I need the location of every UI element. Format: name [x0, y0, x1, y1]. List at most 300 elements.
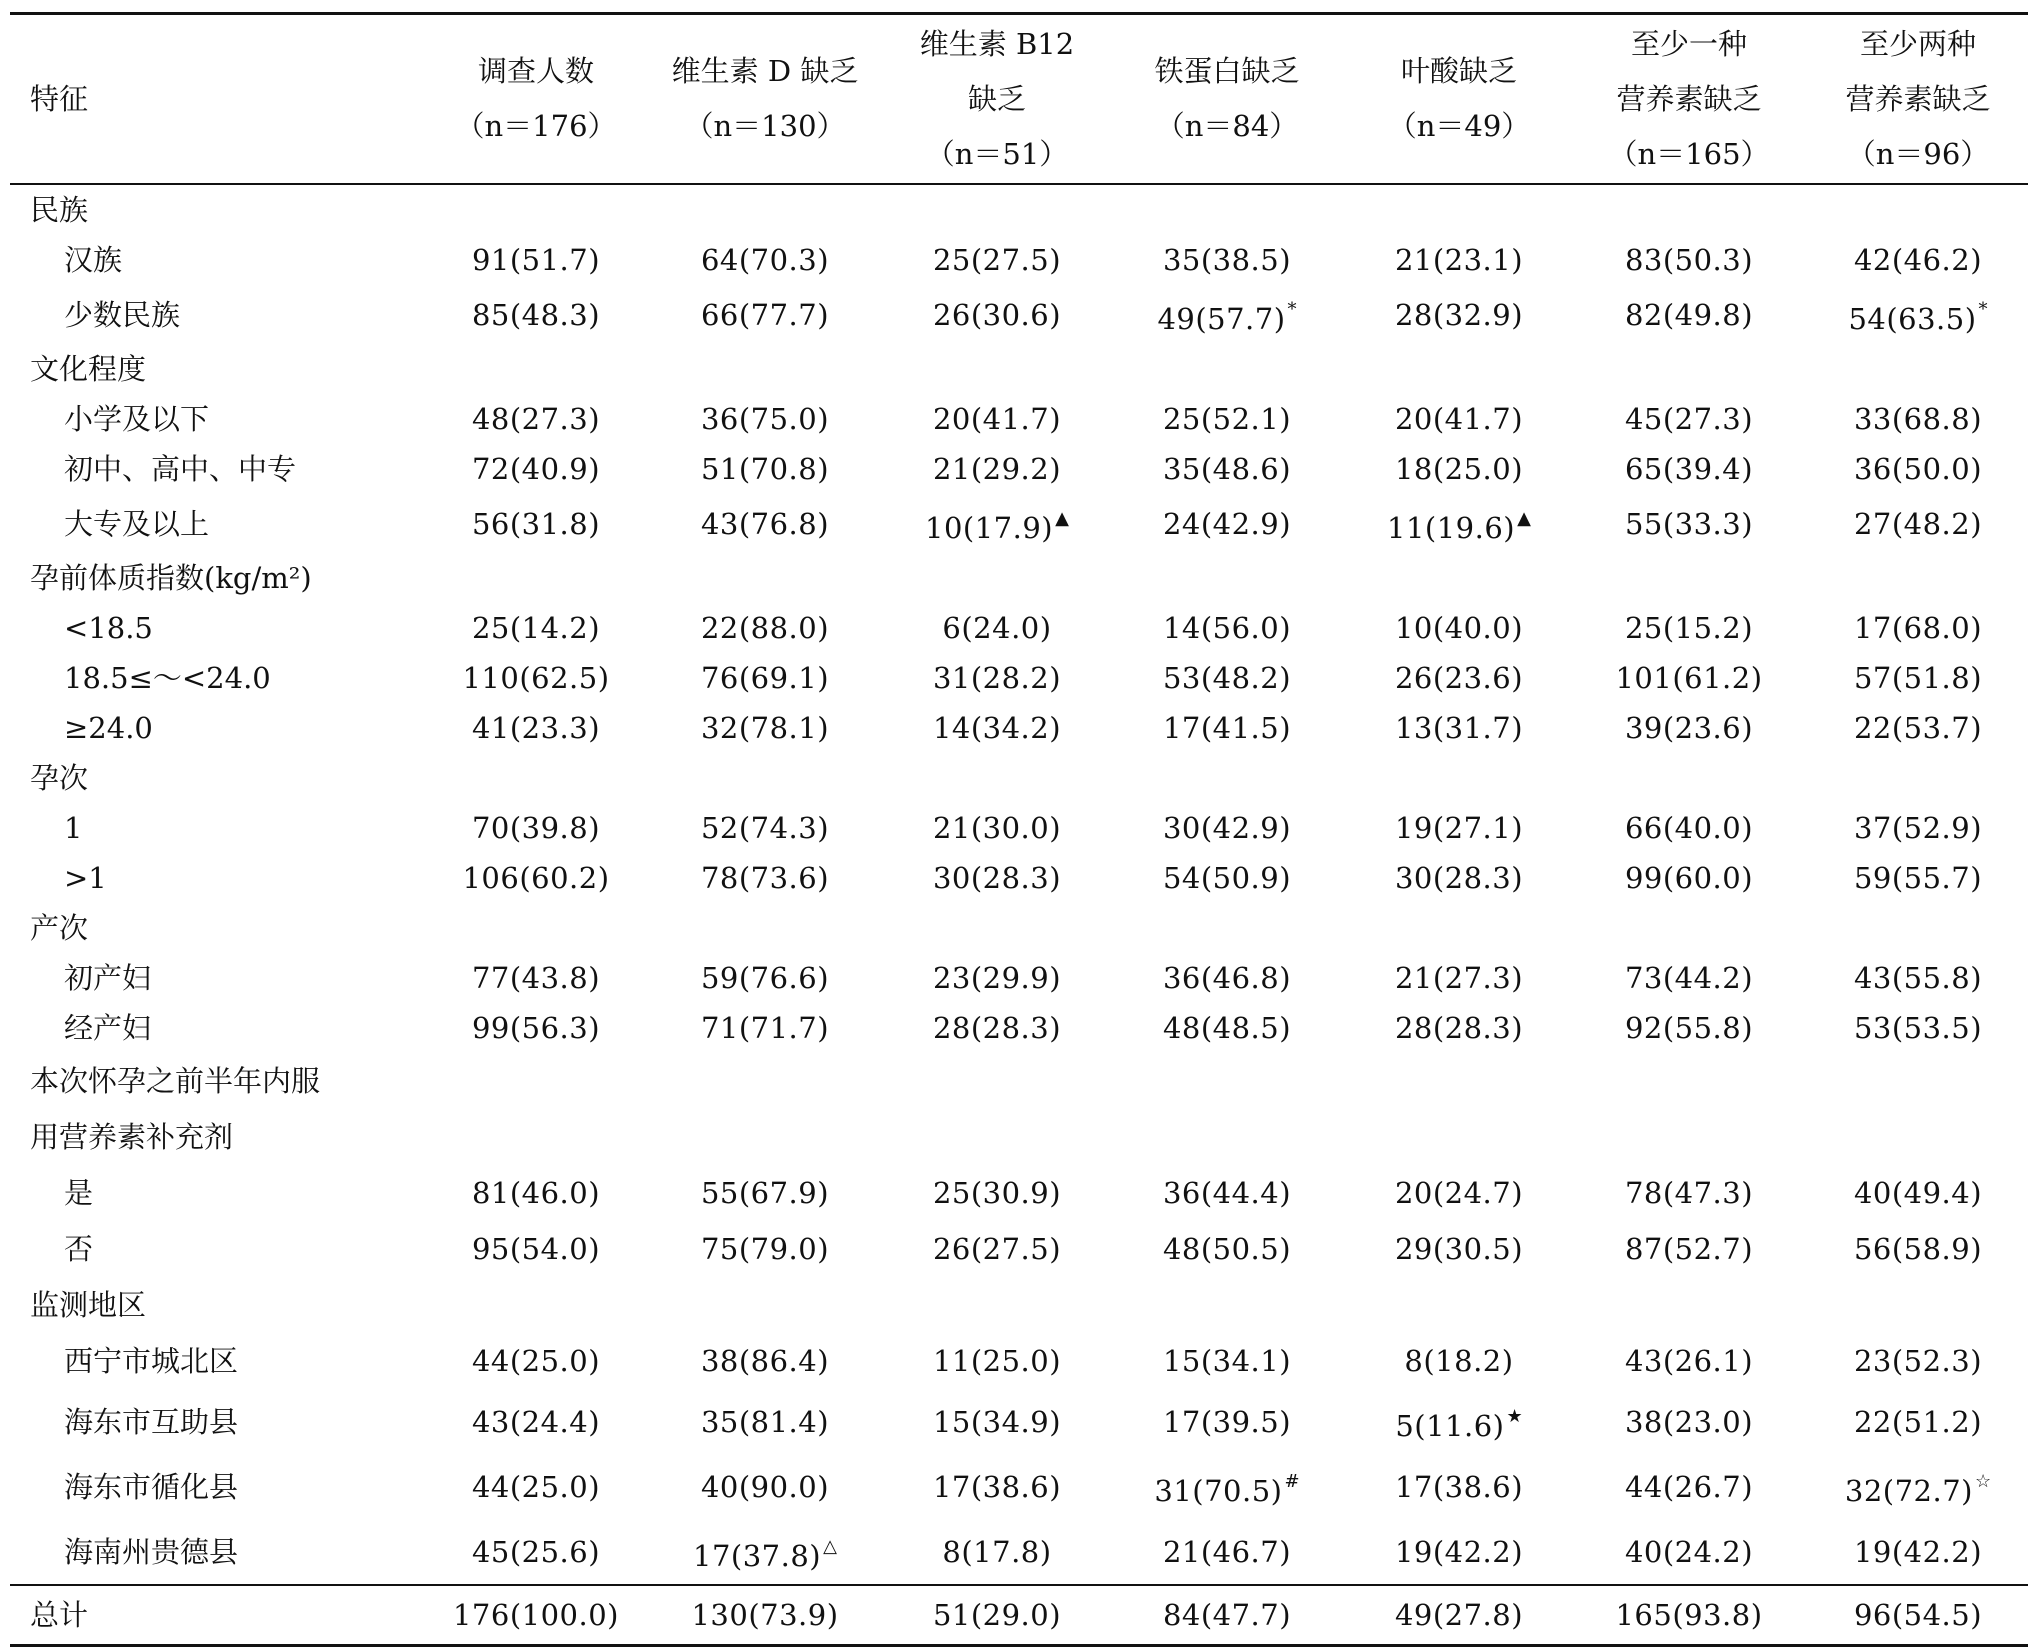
cell-value: 17(41.5): [1162, 711, 1292, 745]
value-cell: [888, 235, 1106, 285]
cell-value: 64(70.3): [700, 243, 830, 277]
cell-value: 21(23.1): [1394, 243, 1524, 277]
value-cell: [1808, 803, 2028, 853]
value-cell: [1348, 853, 1570, 903]
header-line: 铁蛋白缺乏: [1154, 54, 1300, 88]
value-cell: [430, 1221, 642, 1277]
significance-marker: △: [823, 1536, 837, 1557]
table-row: [10, 444, 2028, 494]
value-cell: [1570, 1585, 1808, 1646]
table-row: [10, 603, 2028, 653]
value-cell: [1348, 653, 1570, 703]
cell-value: 13(31.7): [1394, 711, 1524, 745]
cell-value: 40(49.4): [1853, 1176, 1983, 1210]
cell-value: 26(23.6): [1394, 661, 1524, 695]
value-cell: [1570, 853, 1808, 903]
value-cell: [1808, 1585, 2028, 1646]
value-cell: [1570, 494, 1808, 553]
cell-value: 43(24.4): [471, 1404, 601, 1439]
cell-value: 130(73.9): [691, 1598, 839, 1632]
value-cell: [642, 235, 888, 285]
header-characteristic: [10, 14, 430, 185]
value-cell: [1106, 494, 1348, 553]
table-row: [10, 1221, 2028, 1277]
cell-value: 28(28.3): [1394, 1011, 1524, 1045]
value-cell: [430, 1454, 642, 1519]
row-label: 少数民族: [64, 297, 181, 332]
value-cell: [1808, 1519, 2028, 1585]
value-cell: [888, 703, 1106, 753]
table-row: [10, 394, 2028, 444]
cell-value: 26(27.5): [932, 1232, 1062, 1266]
cell-value: 51(29.0): [932, 1598, 1062, 1632]
cell-value: 37(52.9): [1853, 811, 1983, 845]
cell-value: 30(28.3): [932, 861, 1062, 895]
value-cell: [1570, 235, 1808, 285]
cell-value: 106(60.2): [462, 861, 610, 895]
value-cell: [642, 394, 888, 444]
cell-value: 73(44.2): [1624, 961, 1754, 995]
document-page: [10, 12, 2028, 1647]
value-cell: [1106, 803, 1348, 853]
row-label: 西宁市城北区: [64, 1344, 239, 1378]
value-cell: [430, 494, 642, 553]
value-cell: [1570, 1221, 1808, 1277]
value-cell: [1348, 494, 1570, 553]
value-cell: [1808, 1221, 2028, 1277]
value-cell: [430, 953, 642, 1003]
group-label: 孕前体质指数(kg/m²): [30, 561, 312, 595]
cell-value: 48(50.5): [1162, 1232, 1292, 1266]
value-cell: [1808, 853, 2028, 903]
cell-value: 81(46.0): [471, 1176, 601, 1210]
value-cell: [1348, 1165, 1570, 1221]
significance-marker: ▲: [1055, 508, 1069, 529]
value-cell: [1808, 1454, 2028, 1519]
cell-value: 8(17.8): [942, 1534, 1052, 1569]
value-cell: [1570, 603, 1808, 653]
value-cell: [1106, 1454, 1348, 1519]
cell-value: 21(29.2): [932, 452, 1062, 486]
cell-value: 17(38.6): [1394, 1469, 1524, 1504]
value-cell: [1106, 1585, 1348, 1646]
cell-value: 10(40.0): [1394, 611, 1524, 645]
cell-value: 25(14.2): [471, 611, 601, 645]
cell-value: 42(46.2): [1853, 243, 1983, 277]
row-label: 小学及以下: [64, 402, 210, 436]
cell-value: 23(52.3): [1853, 1344, 1983, 1378]
value-cell: [1348, 603, 1570, 653]
cell-value: 45(27.3): [1624, 402, 1754, 436]
cell-value: 31(28.2): [932, 661, 1062, 695]
cell-value: 53(48.2): [1162, 661, 1292, 695]
cell-value: 87(52.7): [1624, 1232, 1754, 1266]
cell-value: 25(27.5): [932, 243, 1062, 277]
table-header: [10, 14, 2028, 185]
cell-value: 78(47.3): [1624, 1176, 1754, 1210]
value-cell: [1348, 1003, 1570, 1053]
value-cell: [430, 1003, 642, 1053]
cell-value: 44(25.0): [471, 1469, 601, 1504]
group-label: 用营养素补充剂: [30, 1120, 234, 1154]
cell-value: 22(51.2): [1853, 1404, 1983, 1439]
value-cell: [1106, 653, 1348, 703]
cell-value: 21(30.0): [932, 811, 1062, 845]
header-line: 特征: [30, 81, 89, 116]
cell-value: 91(51.7): [471, 243, 601, 277]
value-cell: [1348, 803, 1570, 853]
header-line: 调查人数: [477, 54, 594, 88]
header-line: 维生素 D 缺乏: [671, 54, 859, 88]
value-cell: [1348, 1519, 1570, 1585]
table-row: [10, 853, 2028, 903]
table-row: [10, 703, 2028, 753]
cell-value: 35(81.4): [700, 1404, 830, 1439]
row-label: 18.5≤～<24.0: [64, 661, 271, 695]
header-survey-count: [430, 14, 642, 185]
value-cell: [888, 1454, 1106, 1519]
significance-marker: *: [1287, 299, 1297, 320]
cell-value: 51(70.8): [700, 452, 830, 486]
table-row: [10, 803, 2028, 853]
value-cell: [1808, 603, 2028, 653]
value-cell: [1348, 285, 1570, 344]
header-vitamin-b12: [888, 14, 1106, 185]
cell-value: 25(15.2): [1624, 611, 1754, 645]
value-cell: [1808, 653, 2028, 703]
value-cell: [888, 444, 1106, 494]
header-line: 营养素缺乏: [1845, 81, 1991, 116]
value-cell: [1106, 1003, 1348, 1053]
value-cell: [642, 853, 888, 903]
cell-value: 96(54.5): [1853, 1598, 1983, 1632]
value-cell: [1570, 1333, 1808, 1389]
cell-value: 101(61.2): [1615, 661, 1763, 695]
value-cell: [888, 1003, 1106, 1053]
cell-value: 20(41.7): [1394, 402, 1524, 436]
value-cell: [642, 1389, 888, 1454]
group-row: [10, 184, 2028, 235]
cell-value: 14(56.0): [1162, 611, 1292, 645]
cell-value: 25(52.1): [1162, 402, 1292, 436]
cell-value: 36(75.0): [700, 402, 830, 436]
cell-value: 27(48.2): [1853, 506, 1983, 541]
cell-value: 75(79.0): [700, 1232, 830, 1266]
cell-value: 30(42.9): [1162, 811, 1292, 845]
cell-value: 99(56.3): [471, 1011, 601, 1045]
cell-value: 17(38.6): [932, 1469, 1062, 1504]
cell-value: 48(48.5): [1162, 1011, 1292, 1045]
header-line: （n＝165）: [1608, 136, 1770, 171]
cell-value: 70(39.8): [471, 811, 601, 845]
cell-value: 25(30.9): [932, 1176, 1062, 1210]
value-cell: [430, 444, 642, 494]
value-cell: [430, 1333, 642, 1389]
value-cell: [1808, 494, 2028, 553]
value-cell: [430, 235, 642, 285]
row-label: 1: [64, 811, 83, 845]
row-label: 海南州贵德县: [64, 1534, 239, 1569]
cell-value: 24(42.9): [1162, 506, 1292, 541]
cell-value: 15(34.1): [1162, 1344, 1292, 1378]
cell-value: 30(28.3): [1394, 861, 1524, 895]
cell-value: 17(37.8): [693, 1539, 822, 1573]
header-line: （n＝96）: [1846, 136, 1990, 171]
header-line: 至少一种: [1630, 26, 1747, 61]
table-row: [10, 235, 2028, 285]
table-row: [10, 494, 2028, 553]
value-cell: [430, 1519, 642, 1585]
value-cell: [888, 1221, 1106, 1277]
value-cell: [888, 853, 1106, 903]
group-label: 民族: [30, 193, 89, 227]
value-cell: [642, 1585, 888, 1646]
cell-value: 35(48.6): [1162, 452, 1292, 486]
row-label: 经产妇: [64, 1011, 152, 1045]
value-cell: [1570, 1003, 1808, 1053]
cell-value: 38(86.4): [700, 1344, 830, 1378]
row-label: >1: [64, 861, 107, 895]
value-cell: [1348, 1333, 1570, 1389]
cell-value: 32(72.7): [1844, 1474, 1973, 1508]
value-cell: [642, 603, 888, 653]
value-cell: [642, 1003, 888, 1053]
cell-value: 82(49.8): [1624, 297, 1754, 332]
value-cell: [888, 1519, 1106, 1585]
value-cell: [1106, 394, 1348, 444]
cell-value: 39(23.6): [1624, 711, 1754, 745]
cell-value: 48(27.3): [471, 402, 601, 436]
cell-value: 176(100.0): [452, 1598, 619, 1632]
cell-value: 57(51.8): [1853, 661, 1983, 695]
significance-marker: ☆: [1974, 1471, 1992, 1492]
cell-value: 23(29.9): [932, 961, 1062, 995]
cell-value: 40(24.2): [1624, 1534, 1754, 1569]
value-cell: [1570, 653, 1808, 703]
value-cell: [642, 1333, 888, 1389]
cell-value: 53(53.5): [1853, 1011, 1983, 1045]
row-label: 汉族: [64, 243, 123, 277]
value-cell: [888, 653, 1106, 703]
value-cell: [1106, 1519, 1348, 1585]
header-ferritin: [1106, 14, 1348, 185]
group-row: [10, 753, 2028, 803]
table-row: [10, 953, 2028, 1003]
cell-value: 66(77.7): [700, 297, 830, 332]
value-cell: [1808, 235, 2028, 285]
cell-value: 54(50.9): [1162, 861, 1292, 895]
group-row: [10, 903, 2028, 953]
group-row: [10, 553, 2028, 603]
cell-value: 43(26.1): [1624, 1344, 1754, 1378]
value-cell: [642, 494, 888, 553]
value-cell: [642, 1519, 888, 1585]
value-cell: [1106, 603, 1348, 653]
value-cell: [1570, 803, 1808, 853]
table-body: [10, 184, 2028, 1646]
header-line: 营养素缺乏: [1616, 81, 1762, 116]
cell-value: 84(47.7): [1162, 1598, 1292, 1632]
cell-value: 95(54.0): [471, 1232, 601, 1266]
cell-value: 44(25.0): [471, 1344, 601, 1378]
value-cell: [642, 1454, 888, 1519]
header-folate: [1348, 14, 1570, 185]
cell-value: 22(88.0): [700, 611, 830, 645]
header-line: 至少两种: [1859, 26, 1976, 61]
cell-value: 22(53.7): [1853, 711, 1983, 745]
cell-value: 10(17.9): [925, 511, 1054, 545]
value-cell: [1808, 394, 2028, 444]
cell-value: 35(38.5): [1162, 243, 1292, 277]
value-cell: [1106, 1333, 1348, 1389]
header-at-least-one: [1570, 14, 1808, 185]
value-cell: [642, 653, 888, 703]
row-label: 初产妇: [64, 961, 152, 995]
cell-value: 32(78.1): [700, 711, 830, 745]
cell-value: 33(68.8): [1853, 402, 1983, 436]
cell-value: 110(62.5): [462, 661, 610, 695]
value-cell: [1348, 444, 1570, 494]
value-cell: [1106, 703, 1348, 753]
cell-value: 31(70.5): [1154, 1474, 1283, 1508]
value-cell: [1808, 1003, 2028, 1053]
value-cell: [1106, 444, 1348, 494]
row-label: 是: [64, 1176, 94, 1210]
cell-value: 49(57.7): [1157, 302, 1286, 336]
cell-value: 45(25.6): [471, 1534, 601, 1569]
cell-value: 19(27.1): [1394, 811, 1524, 845]
table-row: [10, 1333, 2028, 1389]
cell-value: 21(27.3): [1394, 961, 1524, 995]
cell-value: 65(39.4): [1624, 452, 1754, 486]
cell-value: 26(30.6): [932, 297, 1062, 332]
total-label: 总计: [10, 1585, 430, 1646]
group-label: 监测地区: [30, 1288, 147, 1322]
cell-value: 59(76.6): [700, 961, 830, 995]
cell-value: 17(39.5): [1162, 1404, 1292, 1439]
table-row: [10, 285, 2028, 344]
value-cell: [1808, 1389, 2028, 1454]
value-cell: [430, 653, 642, 703]
value-cell: [430, 803, 642, 853]
cell-value: 15(34.9): [932, 1404, 1062, 1439]
header-vitamin-d: [642, 14, 888, 185]
value-cell: [1348, 703, 1570, 753]
group-row: [10, 1109, 2028, 1165]
header-line: （n＝130）: [684, 109, 846, 143]
header-line: （n＝176）: [455, 109, 617, 143]
significance-marker: ★: [1506, 1406, 1523, 1427]
value-cell: [1348, 1221, 1570, 1277]
value-cell: [430, 1585, 642, 1646]
value-cell: [642, 1221, 888, 1277]
header-line: （n＝49）: [1387, 109, 1531, 143]
cell-value: 18(25.0): [1394, 452, 1524, 486]
value-cell: [1808, 285, 2028, 344]
total-row: [10, 1585, 2028, 1646]
header-line: （n＝84）: [1155, 109, 1299, 143]
value-cell: [1348, 1389, 1570, 1454]
cell-value: 71(71.7): [700, 1011, 830, 1045]
row-label: 初中、高中、中专: [64, 452, 297, 486]
cell-value: 38(23.0): [1624, 1404, 1754, 1439]
value-cell: [1808, 703, 2028, 753]
value-cell: [888, 953, 1106, 1003]
row-label: ≥24.0: [64, 711, 153, 745]
value-cell: [1808, 1165, 2028, 1221]
value-cell: [642, 1165, 888, 1221]
value-cell: [888, 603, 1106, 653]
value-cell: [888, 494, 1106, 553]
value-cell: [1570, 394, 1808, 444]
table-row: [10, 1165, 2028, 1221]
group-row: [10, 344, 2028, 394]
cell-value: 19(42.2): [1853, 1534, 1983, 1569]
cell-value: 20(24.7): [1394, 1176, 1524, 1210]
cell-value: 29(30.5): [1394, 1232, 1524, 1266]
cell-value: 76(69.1): [700, 661, 830, 695]
cell-value: 165(93.8): [1615, 1598, 1763, 1632]
value-cell: [1570, 1165, 1808, 1221]
cell-value: 36(44.4): [1162, 1176, 1292, 1210]
cell-value: 28(32.9): [1394, 297, 1524, 332]
row-label: 否: [64, 1232, 94, 1266]
value-cell: [1348, 235, 1570, 285]
row-label: 海东市互助县: [64, 1404, 239, 1439]
group-label: 本次怀孕之前半年内服: [30, 1064, 321, 1098]
value-cell: [430, 285, 642, 344]
cell-value: 78(73.6): [700, 861, 830, 895]
value-cell: [430, 603, 642, 653]
group-label: 文化程度: [30, 352, 147, 386]
value-cell: [1348, 1585, 1570, 1646]
value-cell: [1106, 235, 1348, 285]
cell-value: 66(40.0): [1624, 811, 1754, 845]
significance-marker: ▲: [1517, 508, 1531, 529]
header-line: 缺乏: [967, 81, 1026, 116]
value-cell: [430, 1389, 642, 1454]
value-cell: [1106, 853, 1348, 903]
cell-value: 54(63.5): [1848, 302, 1977, 336]
value-cell: [888, 1165, 1106, 1221]
row-label: 大专及以上: [64, 506, 210, 541]
cell-value: 92(55.8): [1624, 1011, 1754, 1045]
cell-value: 43(55.8): [1853, 961, 1983, 995]
header-line: （n＝51）: [925, 136, 1069, 171]
value-cell: [1570, 1454, 1808, 1519]
group-row: [10, 1053, 2028, 1109]
significance-marker: *: [1978, 299, 1988, 320]
cell-value: 40(90.0): [700, 1469, 830, 1504]
cell-value: 28(28.3): [932, 1011, 1062, 1045]
cell-value: 55(67.9): [700, 1176, 830, 1210]
cell-value: 44(26.7): [1624, 1469, 1754, 1504]
table-row: [10, 1454, 2028, 1519]
significance-marker: #: [1284, 1471, 1300, 1492]
cell-value: 49(27.8): [1394, 1598, 1524, 1632]
cell-value: 99(60.0): [1624, 861, 1754, 895]
value-cell: [1570, 953, 1808, 1003]
value-cell: [1106, 953, 1348, 1003]
table-row: [10, 653, 2028, 703]
value-cell: [1106, 1389, 1348, 1454]
cell-value: 55(33.3): [1624, 506, 1754, 541]
value-cell: [430, 1165, 642, 1221]
cell-value: 5(11.6): [1395, 1409, 1505, 1443]
cell-value: 11(19.6): [1387, 511, 1516, 545]
group-label: 产次: [30, 911, 89, 945]
header-line: 维生素 B12: [919, 26, 1075, 61]
